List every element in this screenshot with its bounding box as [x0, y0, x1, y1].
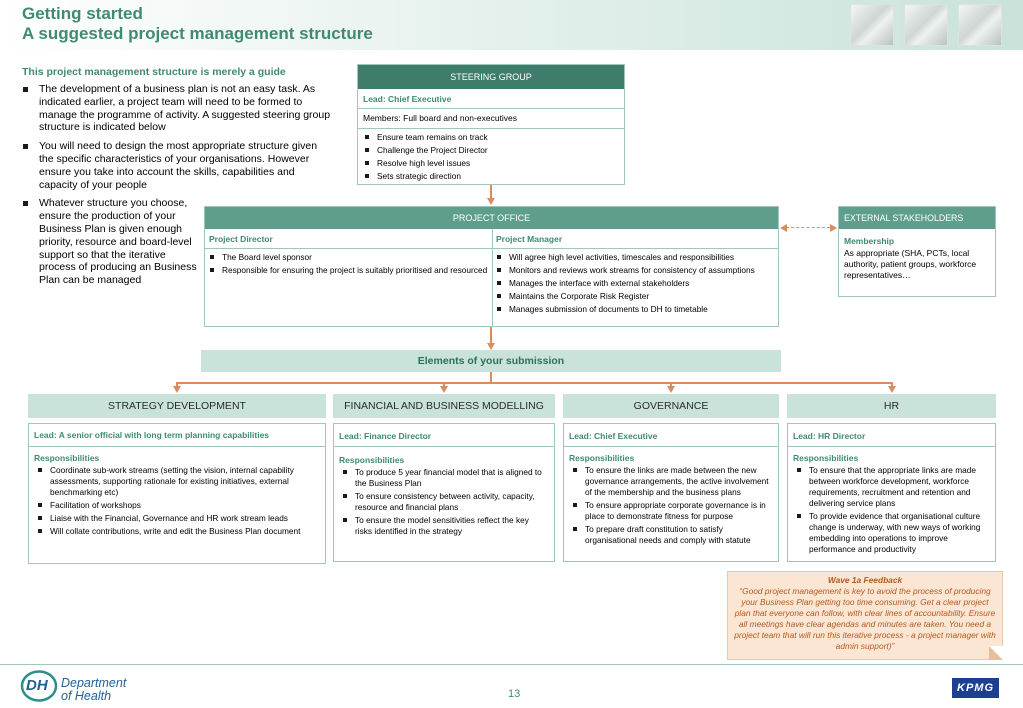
connector-line — [490, 327, 492, 344]
workstream-lead: Lead: A senior official with long term planning capabilities — [34, 430, 270, 440]
list-item: Will agree high level activities, timescales and responsibilities — [492, 252, 776, 263]
elements-bar: Elements of your submission — [201, 350, 781, 372]
feedback-text: “Good project management is key to avoid the process of producing your Business Plan getting too time consuming. Get a clear project plan that everyone can follow, with clear lines of accountability. Ensure all meetings have clear agendas and minutes are taken. You need a project team that will run this iterative process - a project manager with admin support)” — [734, 586, 996, 651]
dh-logo-letters: DH — [26, 677, 48, 694]
workstream-lead: Lead: HR Director — [793, 431, 866, 441]
arrow-down-icon — [487, 343, 495, 350]
responsibilities-label: Responsibilities — [34, 453, 100, 463]
connector-line — [176, 382, 892, 384]
workstream-title-hr: HR — [787, 394, 996, 418]
footer-divider — [0, 664, 1023, 665]
steering-group-title: STEERING GROUP — [358, 65, 624, 89]
arrow-down-icon — [888, 386, 896, 393]
workstream-lead: Lead: Chief Executive — [569, 431, 658, 441]
feedback-note — [727, 571, 1003, 660]
external-stakeholders-box — [838, 206, 996, 297]
workstream-title-governance: GOVERNANCE — [563, 394, 779, 418]
arrow-left-icon — [780, 224, 787, 232]
list-item: To prepare draft constitution to satisfy organisational needs and comply with statute — [568, 524, 776, 546]
header-band — [0, 0, 1023, 50]
responsibilities-label: Responsibilities — [339, 455, 405, 465]
list-item: Manages submission of documents to DH to timetable — [492, 304, 776, 315]
responsibilities-list — [33, 465, 317, 539]
list-item: Ensure team remains on track — [360, 132, 622, 143]
list-item: To produce 5 year financial model that is aligned to the Business Plan — [338, 467, 548, 489]
arrow-down-icon — [173, 386, 181, 393]
header-photo-3 — [958, 4, 1002, 46]
intro-heading: This project management structure is merely a guide — [22, 66, 286, 78]
header-photo-1 — [850, 4, 894, 46]
responsibilities-label: Responsibilities — [569, 453, 635, 463]
list-item: Facilitation of workshops — [33, 500, 317, 511]
arrow-down-icon — [440, 386, 448, 393]
list-item: To ensure the model sensitivities reflect the key risks identified in the strategy — [338, 515, 548, 537]
responsibilities-label: Responsibilities — [793, 453, 859, 463]
workstream-box-governance — [563, 423, 779, 562]
list-item: Maintains the Corporate Risk Register — [492, 291, 776, 302]
workstream-lead: Lead: Finance Director — [339, 431, 432, 441]
list-item: Responsible for ensuring the project is suitably prioritised and resourced — [205, 265, 489, 276]
list-item: To provide evidence that organisational culture change is underway, with new ways of working embedding into operations to improve performance and productivity — [792, 511, 992, 555]
project-director-list — [205, 252, 489, 278]
workstream-title-strategy: STRATEGY DEVELOPMENT — [28, 394, 326, 418]
connector-line — [490, 185, 492, 198]
intro-bullet: You will need to design the most appropriate structure given the specific characteristics of your organisations. However ensure you take into account the skills, capabilities and capacity of your people — [22, 140, 332, 191]
page-number: 13 — [508, 688, 521, 700]
list-item: The Board level sponsor — [205, 252, 489, 263]
steering-group-members: Members: Full board and non-executives — [363, 113, 518, 123]
workstream-box-strategy — [28, 423, 326, 564]
list-item: To ensure that the appropriate links are made between workforce development, workforce requirements, recruitment and retention and delivering service plans — [792, 465, 992, 509]
project-office-title: PROJECT OFFICE — [205, 207, 778, 229]
workstream-box-financial — [333, 423, 555, 562]
project-manager-list — [492, 252, 776, 317]
workstream-title-financial: FINANCIAL AND BUSINESS MODELLING — [333, 394, 555, 418]
responsibilities-list — [568, 465, 776, 548]
steering-group-box — [357, 64, 625, 185]
list-item: Will collate contributions, write and edit the Business Plan document — [33, 526, 317, 537]
dashed-connector — [786, 227, 830, 228]
section-title: Getting started — [22, 4, 143, 23]
list-item: Coordinate sub-work streams (setting the vision, internal capability assessments, supporting rationale for existing initiatives, external benchmarking etc) — [33, 465, 317, 498]
external-stakeholders-title: EXTERNAL STAKEHOLDERS — [839, 207, 995, 229]
project-manager-title: Project Manager — [496, 234, 563, 244]
steering-group-list — [360, 132, 622, 184]
responsibilities-list — [338, 467, 548, 539]
dh-wordmark — [61, 677, 126, 703]
membership-text: As appropriate (SHA, PCTs, local authority, patient groups, workforce representatives… — [844, 248, 977, 280]
dh-logo — [20, 670, 58, 702]
page-title: A suggested project management structure — [22, 24, 373, 43]
list-item: To ensure appropriate corporate governance is in place to demonstrate fitness for purpose — [568, 500, 776, 522]
list-item: To ensure consistency between activity, capacity, resource and financial plans — [338, 491, 548, 513]
membership-label: Membership — [844, 236, 895, 246]
arrow-down-icon — [667, 386, 675, 393]
dh-wordmark-line2: of Health — [61, 689, 112, 703]
feedback-title: Wave 1a Feedback — [827, 575, 903, 585]
kpmg-logo: KPMG — [952, 678, 999, 698]
header-photo-2 — [904, 4, 948, 46]
workstream-box-hr — [787, 423, 996, 562]
arrow-down-icon — [487, 198, 495, 205]
list-item: Challenge the Project Director — [360, 145, 622, 156]
list-item: Monitors and reviews work streams for consistency of assumptions — [492, 265, 776, 276]
page-fold-icon — [989, 646, 1003, 660]
list-item: To ensure the links are made between the new governance arrangements, the active involvement of the membership and the business plans — [568, 465, 776, 498]
list-item: Sets strategic direction — [360, 171, 622, 182]
list-item: Manages the interface with external stakeholders — [492, 278, 776, 289]
project-director-title: Project Director — [209, 234, 273, 244]
dh-wordmark-line1: Department — [61, 676, 127, 690]
intro-bullet: Whatever structure you choose, ensure the production of your Business Plan is given enough priority, resource and board-level support so that the iterative process of producing an Business Plan can be managed — [22, 197, 200, 287]
intro-bullet: The development of a business plan is not an easy task. As indicated earlier, a project team will need to be formed to manage the programme of activity. A suggested steering group structure is indicated below — [22, 83, 332, 134]
project-office-box — [204, 206, 779, 327]
arrow-right-icon — [830, 224, 837, 232]
responsibilities-list — [792, 465, 992, 557]
list-item: Resolve high level issues — [360, 158, 622, 169]
steering-group-lead: Lead: Chief Executive — [363, 94, 452, 104]
list-item: Liaise with the Financial, Governance and HR work stream leads — [33, 513, 317, 524]
